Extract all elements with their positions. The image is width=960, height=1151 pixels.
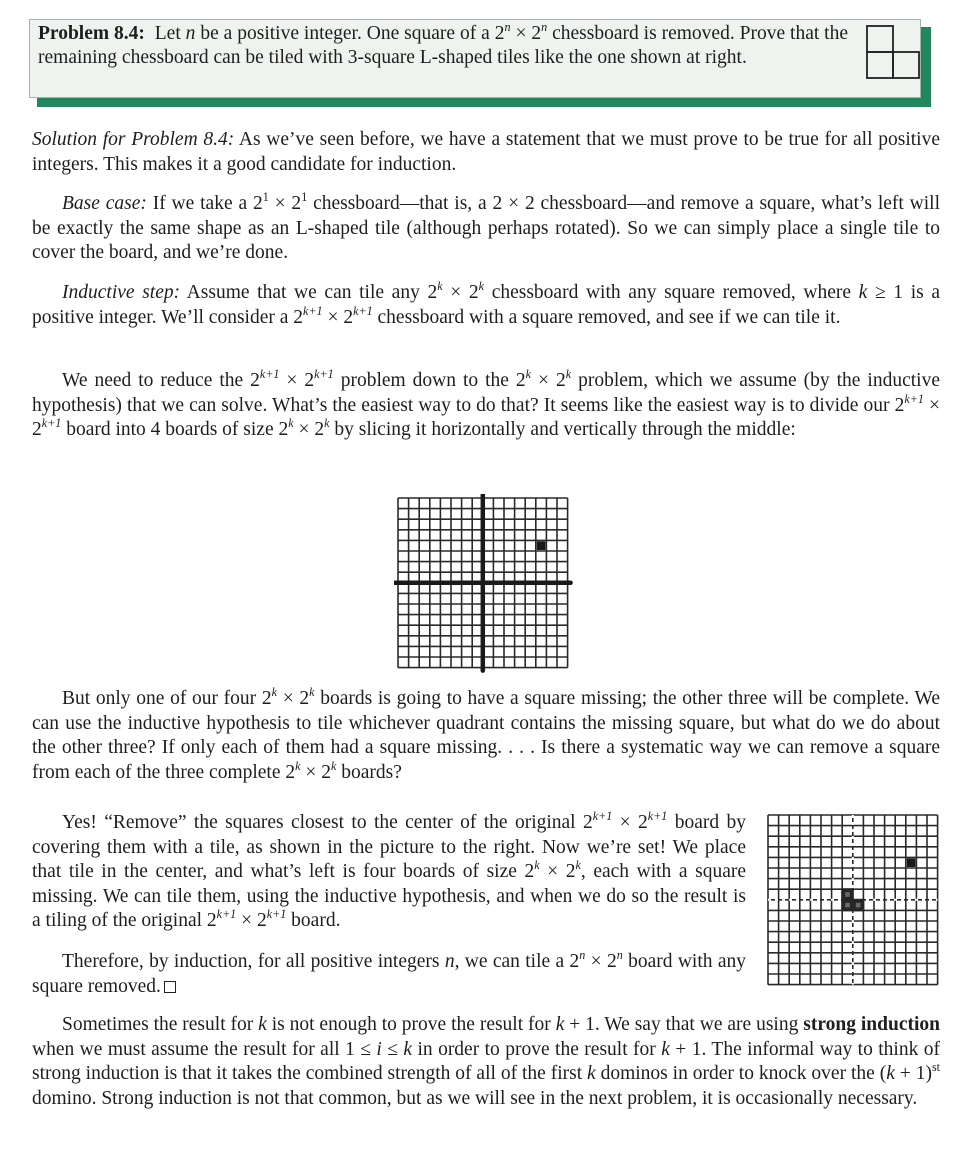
missing-square — [537, 541, 546, 550]
solution-label: Solution for Problem 8.4: — [32, 129, 235, 150]
qed-square-icon — [164, 981, 176, 993]
base-case-label: Base case: — [62, 193, 147, 214]
l-tromino-icon — [865, 24, 921, 80]
yes-paragraph: Yes! “Remove” the squares closest to the center of the original $2^{k+1} \times 2^{k+1}$ board by covering them with a tile, as shown in the picture to the right. Now we’re set! We place that tile in the center, and what’s left is four boards of size $2^k \times 2^k$, each with a square missing. We can tile them, using the inductive hypothesis, and when we do so the result is a tiling of the original $2^{k+1} \times 2^{k+1}$ board. — [32, 809, 747, 931]
solution-intro: Solution for Problem 8.4: As we’ve seen before, we have a statement that we must prove to be true for all positive integers. This makes it a good candidate for induction. — [32, 129, 940, 175]
base-case-paragraph: Base case: If we take a $2^1 \times 2^1$ chessboard—that is, a 2 × 2 chessboard—and remove a square, what’s left will be exactly the same shape as an L-shaped tile (although perhaps rotated). So we can simply place a single tile to cover the board, and we’re done. — [32, 190, 940, 263]
problem-label: Problem 8.4: — [38, 23, 145, 44]
strong-induction-paragraph: Sometimes the result for k is not enough to prove the result for k + 1. We say that we are using strong induction when we must assume the result for all 1 ≤ i ≤ k in order to prove the result for k + 1. The informal way to think of strong induction is that it takes the combined strength of all of the first k dominos in order to knock over the $(k + 1)^{st}$ domino. Strong induction is not that common, but as we will see in the next problem, it is occasionally necessary. — [32, 1014, 941, 1109]
problem-statement: Problem 8.4: Let n be a positive integer. One square of a $2^n \times 2^n$ chessboard is removed. Prove that the remaining chessboard can be tiled with 3-square L-shaped tiles like the one shown at right. — [38, 20, 849, 68]
missing-square — [907, 858, 916, 867]
inductive-step-paragraph: Inductive step: Assume that we can tile any $2^k \times 2^k$ chessboard with any square removed, where k ≥ 1 is a positive integer. We’ll consider a $2^{k+1} \times 2^{k+1}$ chessboard with a square removed, and see if we can tile it. — [32, 279, 941, 328]
therefore-paragraph: Therefore, by induction, for all positive integers n, we can tile a $2^n \times 2^n$ board with any square removed. — [32, 948, 746, 997]
reduce-paragraph: We need to reduce the $2^{k+1} \times 2^{k+1}$ problem down to the $2^k \times 2^k$ problem, which we assume (by the inductive hypothesis) that we can solve. What’s the easiest way to do that? It seems like the easiest way is to divide our $2^{k+1} \times 2^{k+1}$ board into 4 boards of size $2^k \times 2^k$ by slicing it horizontally and vertically through the middle: — [32, 367, 940, 440]
strong-induction-term: strong induction — [803, 1014, 940, 1035]
divided-chessboard-figure — [394, 494, 574, 674]
inductive-step-label: Inductive step: — [62, 282, 181, 303]
but-only-paragraph: But only one of our four $2^k \times 2^k$ boards is going to have a square missing; the other three will be complete. We can use the inductive hypothesis to tile whichever quadrant contains the missing square, but what do we do about the other three? If only each of them had a square missing. . . . Is there a systematic way we can remove a square from each of the three complete $2^k \times 2^k$ boards? — [32, 685, 940, 783]
center-tile-chessboard-figure — [764, 811, 944, 991]
problem-box — [29, 19, 921, 98]
